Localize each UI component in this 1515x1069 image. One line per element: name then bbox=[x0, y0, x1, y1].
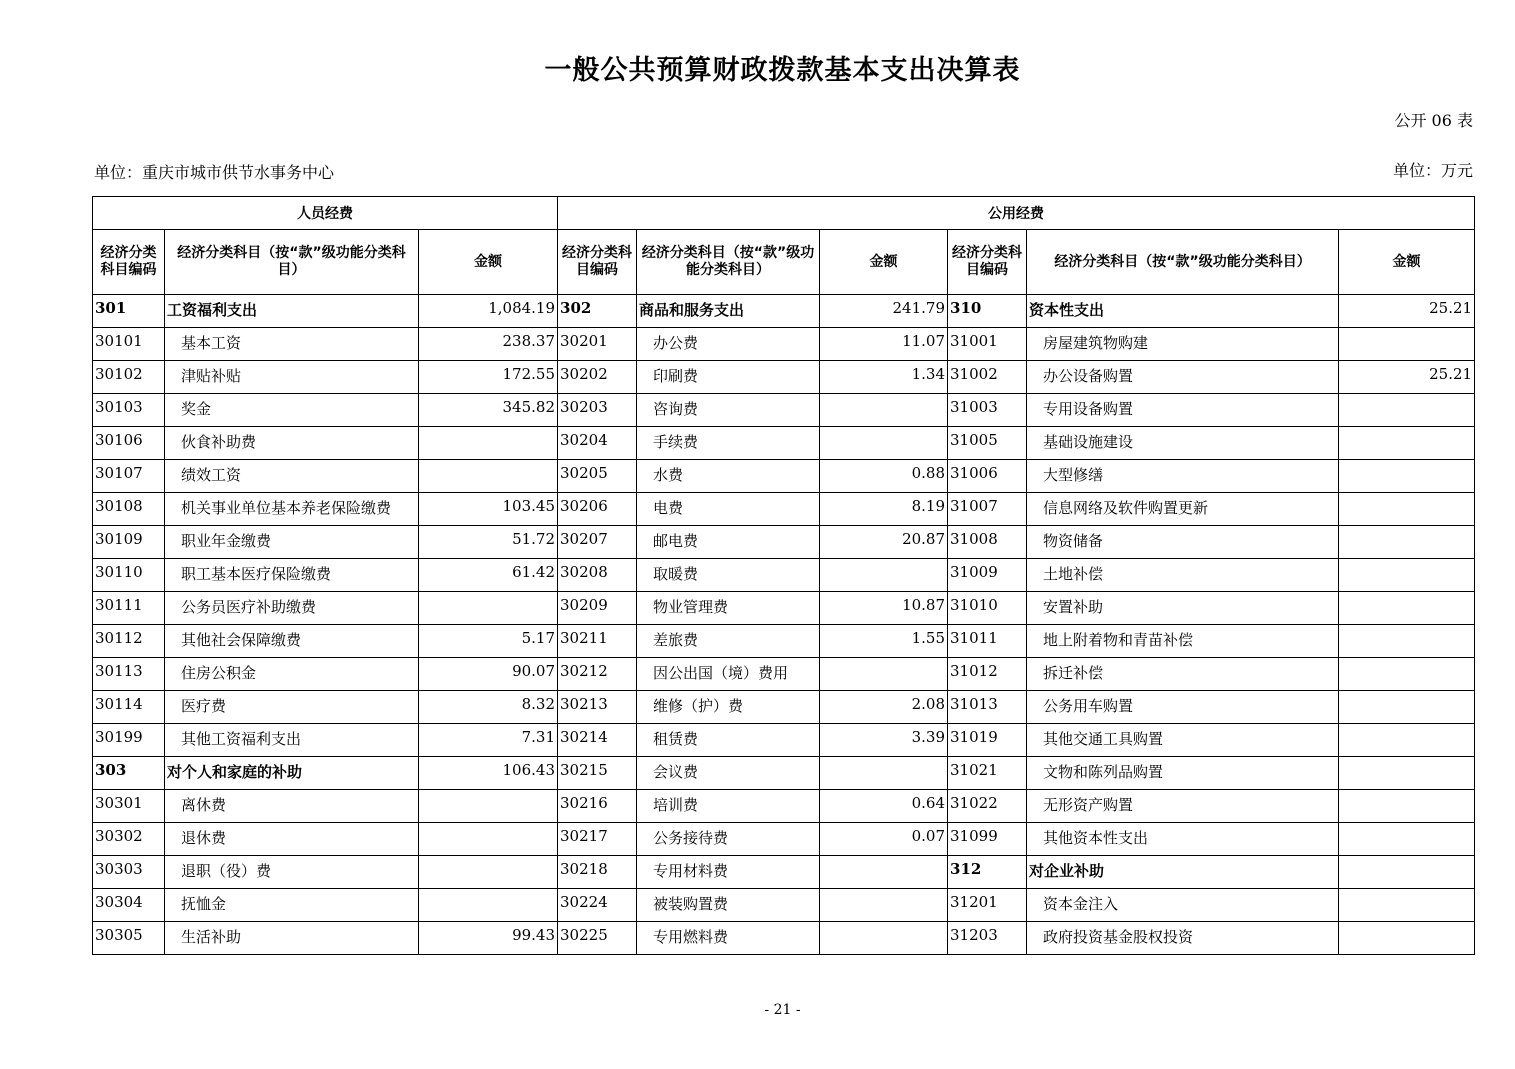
cell-subject: 地上附着物和青苗补偿 bbox=[1027, 625, 1339, 658]
table-row bbox=[93, 823, 1475, 856]
cell-code: 31006 bbox=[948, 460, 1027, 493]
table-row bbox=[93, 328, 1475, 361]
cell-subject: 土地补偿 bbox=[1027, 559, 1339, 592]
cell-subject: 其他工资福利支出 bbox=[165, 724, 419, 757]
cell-subject: 安置补助 bbox=[1027, 592, 1339, 625]
cell-subject: 奖金 bbox=[165, 394, 419, 427]
cell-amount bbox=[820, 658, 948, 691]
cell-amount bbox=[820, 889, 948, 922]
cell-code: 31002 bbox=[948, 361, 1027, 394]
cell-subject: 公务员医疗补助缴费 bbox=[165, 592, 419, 625]
cell-code: 30103 bbox=[93, 394, 165, 427]
col-code-header: 经济分类科目编码 bbox=[948, 230, 1027, 295]
cell-amount bbox=[1339, 427, 1475, 460]
cell-amount bbox=[820, 856, 948, 889]
cell-subject: 基本工资 bbox=[165, 328, 419, 361]
cell-code: 31019 bbox=[948, 724, 1027, 757]
cell-code: 30304 bbox=[93, 889, 165, 922]
table-row bbox=[93, 790, 1475, 823]
cell-subject: 物资储备 bbox=[1027, 526, 1339, 559]
cell-subject: 资本性支出 bbox=[1027, 295, 1339, 328]
cell-code: 31201 bbox=[948, 889, 1027, 922]
cell-subject: 培训费 bbox=[637, 790, 820, 823]
cell-subject: 退职（役）费 bbox=[165, 856, 419, 889]
cell-amount bbox=[1339, 460, 1475, 493]
cell-code: 31011 bbox=[948, 625, 1027, 658]
cell-amount: 8.19 bbox=[820, 493, 948, 526]
cell-subject: 无形资产购置 bbox=[1027, 790, 1339, 823]
cell-subject: 手续费 bbox=[637, 427, 820, 460]
cell-code: 302 bbox=[558, 295, 637, 328]
cell-code: 303 bbox=[93, 757, 165, 790]
cell-amount bbox=[820, 922, 948, 955]
table-row bbox=[93, 460, 1475, 493]
cell-subject: 因公出国（境）费用 bbox=[637, 658, 820, 691]
cell-code: 30108 bbox=[93, 493, 165, 526]
cell-amount bbox=[1339, 790, 1475, 823]
cell-subject: 抚恤金 bbox=[165, 889, 419, 922]
col-subject-header: 经济分类科目（按“款”级功能分类科目） bbox=[1027, 230, 1339, 295]
cell-code: 31021 bbox=[948, 757, 1027, 790]
cell-subject: 专用设备购置 bbox=[1027, 394, 1339, 427]
table-row bbox=[93, 559, 1475, 592]
page-number: - 21 - bbox=[764, 1002, 801, 1018]
table-row bbox=[93, 592, 1475, 625]
col-subject-header: 经济分类科目（按“款”级功能分类科目） bbox=[637, 230, 820, 295]
cell-code: 31203 bbox=[948, 922, 1027, 955]
cell-subject: 物业管理费 bbox=[637, 592, 820, 625]
cell-subject: 文物和陈列品购置 bbox=[1027, 757, 1339, 790]
cell-subject: 政府投资基金股权投资 bbox=[1027, 922, 1339, 955]
cell-amount bbox=[820, 394, 948, 427]
cell-amount: 8.32 bbox=[419, 691, 558, 724]
cell-code: 30201 bbox=[558, 328, 637, 361]
cell-amount: 103.45 bbox=[419, 493, 558, 526]
cell-subject: 专用材料费 bbox=[637, 856, 820, 889]
cell-subject: 房屋建筑物购建 bbox=[1027, 328, 1339, 361]
cell-amount bbox=[419, 592, 558, 625]
cell-subject: 伙食补助费 bbox=[165, 427, 419, 460]
cell-code: 30209 bbox=[558, 592, 637, 625]
col-amount-header: 金额 bbox=[820, 230, 948, 295]
cell-amount: 90.07 bbox=[419, 658, 558, 691]
cell-code: 30206 bbox=[558, 493, 637, 526]
cell-subject: 津贴补贴 bbox=[165, 361, 419, 394]
cell-code: 30112 bbox=[93, 625, 165, 658]
cell-code: 30216 bbox=[558, 790, 637, 823]
cell-code: 312 bbox=[948, 856, 1027, 889]
cell-code: 30203 bbox=[558, 394, 637, 427]
cell-code: 30110 bbox=[93, 559, 165, 592]
cell-amount bbox=[1339, 724, 1475, 757]
table-row bbox=[93, 361, 1475, 394]
cell-code: 30102 bbox=[93, 361, 165, 394]
table-row bbox=[93, 922, 1475, 955]
cell-amount bbox=[1339, 592, 1475, 625]
cell-subject: 绩效工资 bbox=[165, 460, 419, 493]
cell-amount: 0.07 bbox=[820, 823, 948, 856]
cell-amount: 61.42 bbox=[419, 559, 558, 592]
cell-subject: 办公设备购置 bbox=[1027, 361, 1339, 394]
cell-amount: 1,084.19 bbox=[419, 295, 558, 328]
cell-subject: 工资福利支出 bbox=[165, 295, 419, 328]
cell-amount: 11.07 bbox=[820, 328, 948, 361]
cell-code: 31001 bbox=[948, 328, 1027, 361]
cell-amount: 0.64 bbox=[820, 790, 948, 823]
cell-subject: 医疗费 bbox=[165, 691, 419, 724]
cell-code: 31010 bbox=[948, 592, 1027, 625]
table-row bbox=[93, 427, 1475, 460]
cell-subject: 对个人和家庭的补助 bbox=[165, 757, 419, 790]
cell-amount bbox=[1339, 691, 1475, 724]
unit-organization: 单位：重庆市城市供节水事务中心 bbox=[94, 163, 335, 182]
cell-subject: 资本金注入 bbox=[1027, 889, 1339, 922]
cell-subject: 取暖费 bbox=[637, 559, 820, 592]
cell-code: 31003 bbox=[948, 394, 1027, 427]
table-row bbox=[93, 724, 1475, 757]
cell-amount bbox=[1339, 625, 1475, 658]
cell-subject: 公务用车购置 bbox=[1027, 691, 1339, 724]
cell-subject: 公务接待费 bbox=[637, 823, 820, 856]
cell-code: 30218 bbox=[558, 856, 637, 889]
cell-amount: 51.72 bbox=[419, 526, 558, 559]
cell-code: 31009 bbox=[948, 559, 1027, 592]
cell-subject: 会议费 bbox=[637, 757, 820, 790]
cell-code: 31005 bbox=[948, 427, 1027, 460]
cell-code: 30212 bbox=[558, 658, 637, 691]
col-amount-header: 金额 bbox=[419, 230, 558, 295]
cell-amount: 2.08 bbox=[820, 691, 948, 724]
cell-amount bbox=[820, 559, 948, 592]
table-row bbox=[93, 658, 1475, 691]
cell-subject: 大型修缮 bbox=[1027, 460, 1339, 493]
cell-code: 30301 bbox=[93, 790, 165, 823]
cell-amount: 172.55 bbox=[419, 361, 558, 394]
cell-subject: 机关事业单位基本养老保险缴费 bbox=[165, 493, 419, 526]
cell-subject: 印刷费 bbox=[637, 361, 820, 394]
cell-subject: 住房公积金 bbox=[165, 658, 419, 691]
cell-amount bbox=[419, 823, 558, 856]
cell-subject: 生活补助 bbox=[165, 922, 419, 955]
table-body bbox=[93, 295, 1475, 955]
cell-amount bbox=[1339, 922, 1475, 955]
cell-amount: 5.17 bbox=[419, 625, 558, 658]
cell-code: 31008 bbox=[948, 526, 1027, 559]
table-row bbox=[93, 493, 1475, 526]
table-row bbox=[93, 625, 1475, 658]
cell-amount bbox=[1339, 658, 1475, 691]
table-number: 公开 06 表 bbox=[1394, 111, 1473, 130]
cell-code: 30305 bbox=[93, 922, 165, 955]
col-code-header: 经济分类科目编码 bbox=[93, 230, 165, 295]
cell-code: 31012 bbox=[948, 658, 1027, 691]
unit-currency: 单位：万元 bbox=[1392, 161, 1473, 180]
cell-subject: 拆迁补偿 bbox=[1027, 658, 1339, 691]
table-row bbox=[93, 295, 1475, 328]
cell-amount: 1.34 bbox=[820, 361, 948, 394]
table-row bbox=[93, 394, 1475, 427]
cell-code: 30114 bbox=[93, 691, 165, 724]
cell-amount bbox=[1339, 889, 1475, 922]
cell-code: 30107 bbox=[93, 460, 165, 493]
cell-subject: 退休费 bbox=[165, 823, 419, 856]
cell-amount bbox=[1339, 328, 1475, 361]
cell-amount: 238.37 bbox=[419, 328, 558, 361]
cell-amount: 3.39 bbox=[820, 724, 948, 757]
cell-amount: 1.55 bbox=[820, 625, 948, 658]
cell-amount bbox=[1339, 856, 1475, 889]
cell-code: 30109 bbox=[93, 526, 165, 559]
cell-subject: 办公费 bbox=[637, 328, 820, 361]
group-public-header: 公用经费 bbox=[558, 197, 1475, 230]
page-title: 一般公共预算财政拨款基本支出决算表 bbox=[544, 55, 1021, 86]
cell-code: 30224 bbox=[558, 889, 637, 922]
cell-code: 310 bbox=[948, 295, 1027, 328]
cell-amount: 25.21 bbox=[1339, 295, 1475, 328]
cell-amount bbox=[820, 757, 948, 790]
cell-code: 31099 bbox=[948, 823, 1027, 856]
cell-amount bbox=[419, 427, 558, 460]
cell-amount bbox=[1339, 757, 1475, 790]
cell-amount: 0.88 bbox=[820, 460, 948, 493]
cell-code: 30111 bbox=[93, 592, 165, 625]
cell-subject: 被装购置费 bbox=[637, 889, 820, 922]
cell-amount bbox=[1339, 559, 1475, 592]
cell-amount: 345.82 bbox=[419, 394, 558, 427]
cell-subject: 信息网络及软件购置更新 bbox=[1027, 493, 1339, 526]
cell-subject: 职业年金缴费 bbox=[165, 526, 419, 559]
cell-code: 30211 bbox=[558, 625, 637, 658]
cell-subject: 离休费 bbox=[165, 790, 419, 823]
cell-subject: 商品和服务支出 bbox=[637, 295, 820, 328]
cell-code: 31007 bbox=[948, 493, 1027, 526]
col-subject-header: 经济分类科目（按“款”级功能分类科目） bbox=[165, 230, 419, 295]
table-row bbox=[93, 757, 1475, 790]
cell-amount: 99.43 bbox=[419, 922, 558, 955]
cell-subject: 其他社会保障缴费 bbox=[165, 625, 419, 658]
cell-amount: 106.43 bbox=[419, 757, 558, 790]
table-row bbox=[93, 691, 1475, 724]
cell-subject: 租赁费 bbox=[637, 724, 820, 757]
cell-amount bbox=[419, 790, 558, 823]
cell-subject: 职工基本医疗保险缴费 bbox=[165, 559, 419, 592]
expenditure-table bbox=[92, 196, 1475, 955]
table-row bbox=[93, 889, 1475, 922]
cell-amount bbox=[419, 460, 558, 493]
cell-amount bbox=[1339, 526, 1475, 559]
cell-amount bbox=[419, 889, 558, 922]
cell-subject: 咨询费 bbox=[637, 394, 820, 427]
cell-code: 30208 bbox=[558, 559, 637, 592]
cell-code: 31022 bbox=[948, 790, 1027, 823]
cell-amount: 7.31 bbox=[419, 724, 558, 757]
cell-amount bbox=[820, 427, 948, 460]
cell-amount: 20.87 bbox=[820, 526, 948, 559]
cell-code: 30106 bbox=[93, 427, 165, 460]
cell-code: 30213 bbox=[558, 691, 637, 724]
cell-code: 30225 bbox=[558, 922, 637, 955]
cell-amount: 10.87 bbox=[820, 592, 948, 625]
group-personnel-header: 人员经费 bbox=[93, 197, 558, 230]
cell-amount bbox=[1339, 394, 1475, 427]
cell-code: 30202 bbox=[558, 361, 637, 394]
col-code-header: 经济分类科目编码 bbox=[558, 230, 637, 295]
cell-amount: 241.79 bbox=[820, 295, 948, 328]
cell-code: 30199 bbox=[93, 724, 165, 757]
cell-amount: 25.21 bbox=[1339, 361, 1475, 394]
cell-code: 30214 bbox=[558, 724, 637, 757]
table-row bbox=[93, 526, 1475, 559]
cell-subject: 基础设施建设 bbox=[1027, 427, 1339, 460]
cell-code: 30303 bbox=[93, 856, 165, 889]
cell-code: 30215 bbox=[558, 757, 637, 790]
cell-code: 30101 bbox=[93, 328, 165, 361]
cell-amount bbox=[1339, 823, 1475, 856]
cell-subject: 其他交通工具购置 bbox=[1027, 724, 1339, 757]
cell-subject: 差旅费 bbox=[637, 625, 820, 658]
cell-subject: 电费 bbox=[637, 493, 820, 526]
cell-code: 301 bbox=[93, 295, 165, 328]
cell-subject: 水费 bbox=[637, 460, 820, 493]
cell-code: 30113 bbox=[93, 658, 165, 691]
cell-subject: 其他资本性支出 bbox=[1027, 823, 1339, 856]
cell-subject: 维修（护）费 bbox=[637, 691, 820, 724]
cell-code: 30217 bbox=[558, 823, 637, 856]
col-amount-header: 金额 bbox=[1339, 230, 1475, 295]
cell-amount bbox=[1339, 493, 1475, 526]
cell-code: 31013 bbox=[948, 691, 1027, 724]
cell-subject: 邮电费 bbox=[637, 526, 820, 559]
cell-amount bbox=[419, 856, 558, 889]
cell-code: 30302 bbox=[93, 823, 165, 856]
cell-code: 30207 bbox=[558, 526, 637, 559]
table-row bbox=[93, 856, 1475, 889]
cell-code: 30205 bbox=[558, 460, 637, 493]
cell-subject: 专用燃料费 bbox=[637, 922, 820, 955]
cell-code: 30204 bbox=[558, 427, 637, 460]
cell-subject: 对企业补助 bbox=[1027, 856, 1339, 889]
